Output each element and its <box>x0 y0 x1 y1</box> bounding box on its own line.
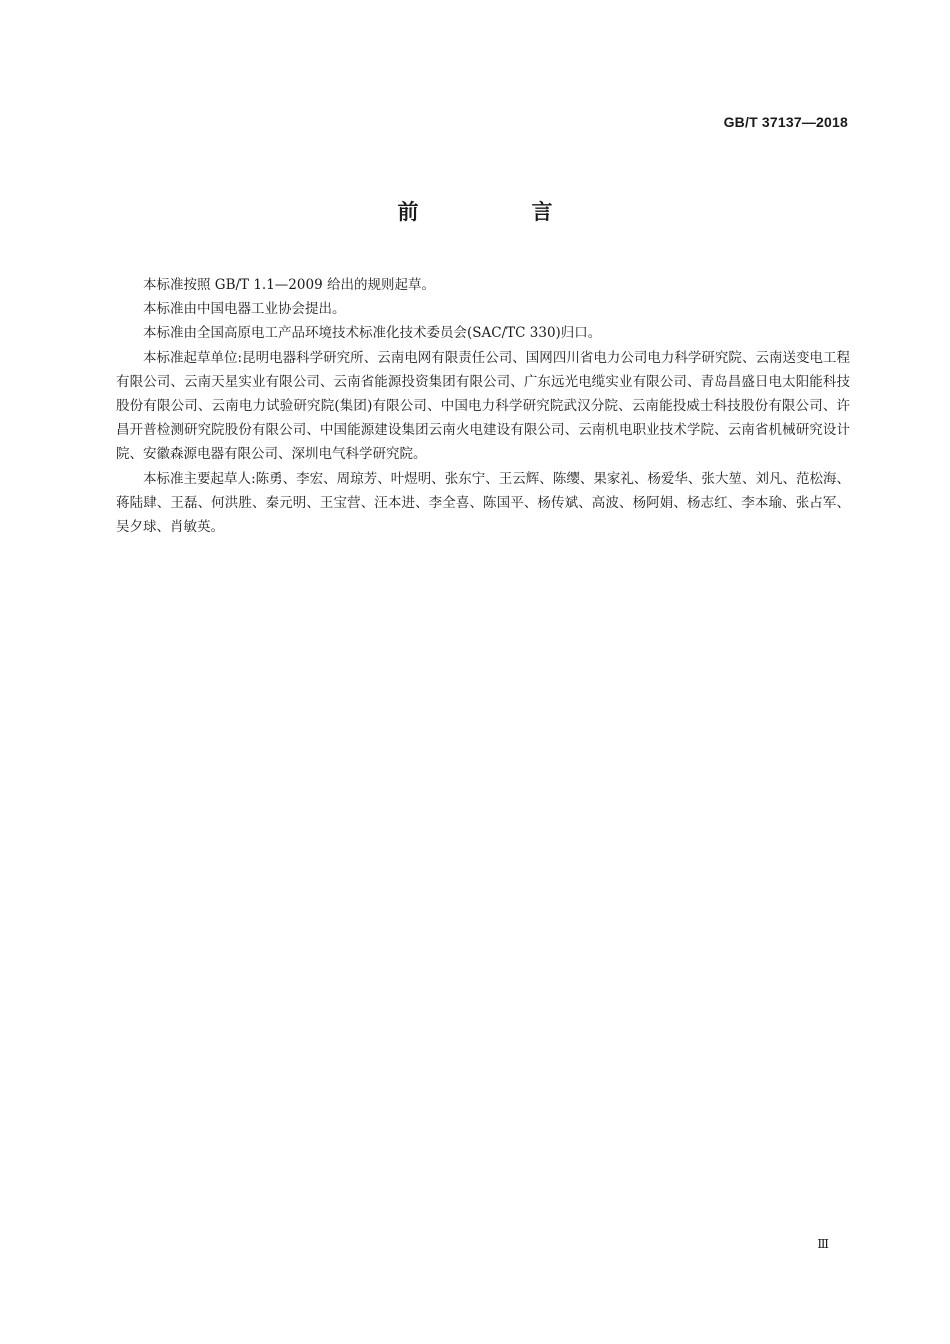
paragraph-drafting-rules: 本标准按照 GB/T 1.1—2009 给出的规则起草。 <box>143 277 435 293</box>
page-title: 前 言 <box>397 200 599 224</box>
paragraph-committee: 本标准由全国高原电工产品环境技术标准化技术委员会(SAC/TC 330)归口。 <box>143 325 602 342</box>
page-number: Ⅲ <box>817 1237 829 1251</box>
paragraph-main-drafters: 本标准主要起草人:陈勇、李宏、周琼芳、叶煜明、张东宁、王云辉、陈缨、果家礼、杨爱华、张大堃、刘凡、范松海、蒋陆肆、王磊、何洪胜、秦元明、王宝营、汪本进、李全喜、陈国平、杨传斌、高波、杨阿娟、杨志红、李本瑜、张占军、吴夕球、肖敏英。 <box>116 470 850 536</box>
standard-code: GB/T 37137—2018 <box>723 114 848 130</box>
paragraph-drafting-units: 本标准起草单位:昆明电器科学研究所、云南电网有限责任公司、国网四川省电力公司电力科学研究院、云南送变电工程有限公司、云南天星实业有限公司、云南省能源投资集团有限公司、广东远光电缆实业有限公司、青岛昌盛日电太阳能科技股份有限公司、云南电力试验研究院(集团)有限公司、中国电力科学研究院武汉分院、云南能投威士科技股份有限公司、许昌开普检测研究院股份有限公司、中国能源建设集团云南火电建设有限公司、云南机电职业技术学院、云南省机械研究设计院、安徽森源电器有限公司、深圳电气科学研究院。 <box>116 349 850 463</box>
foreword-body <box>116 273 850 539</box>
paragraph-proposer: 本标准由中国电器工业协会提出。 <box>143 301 346 318</box>
